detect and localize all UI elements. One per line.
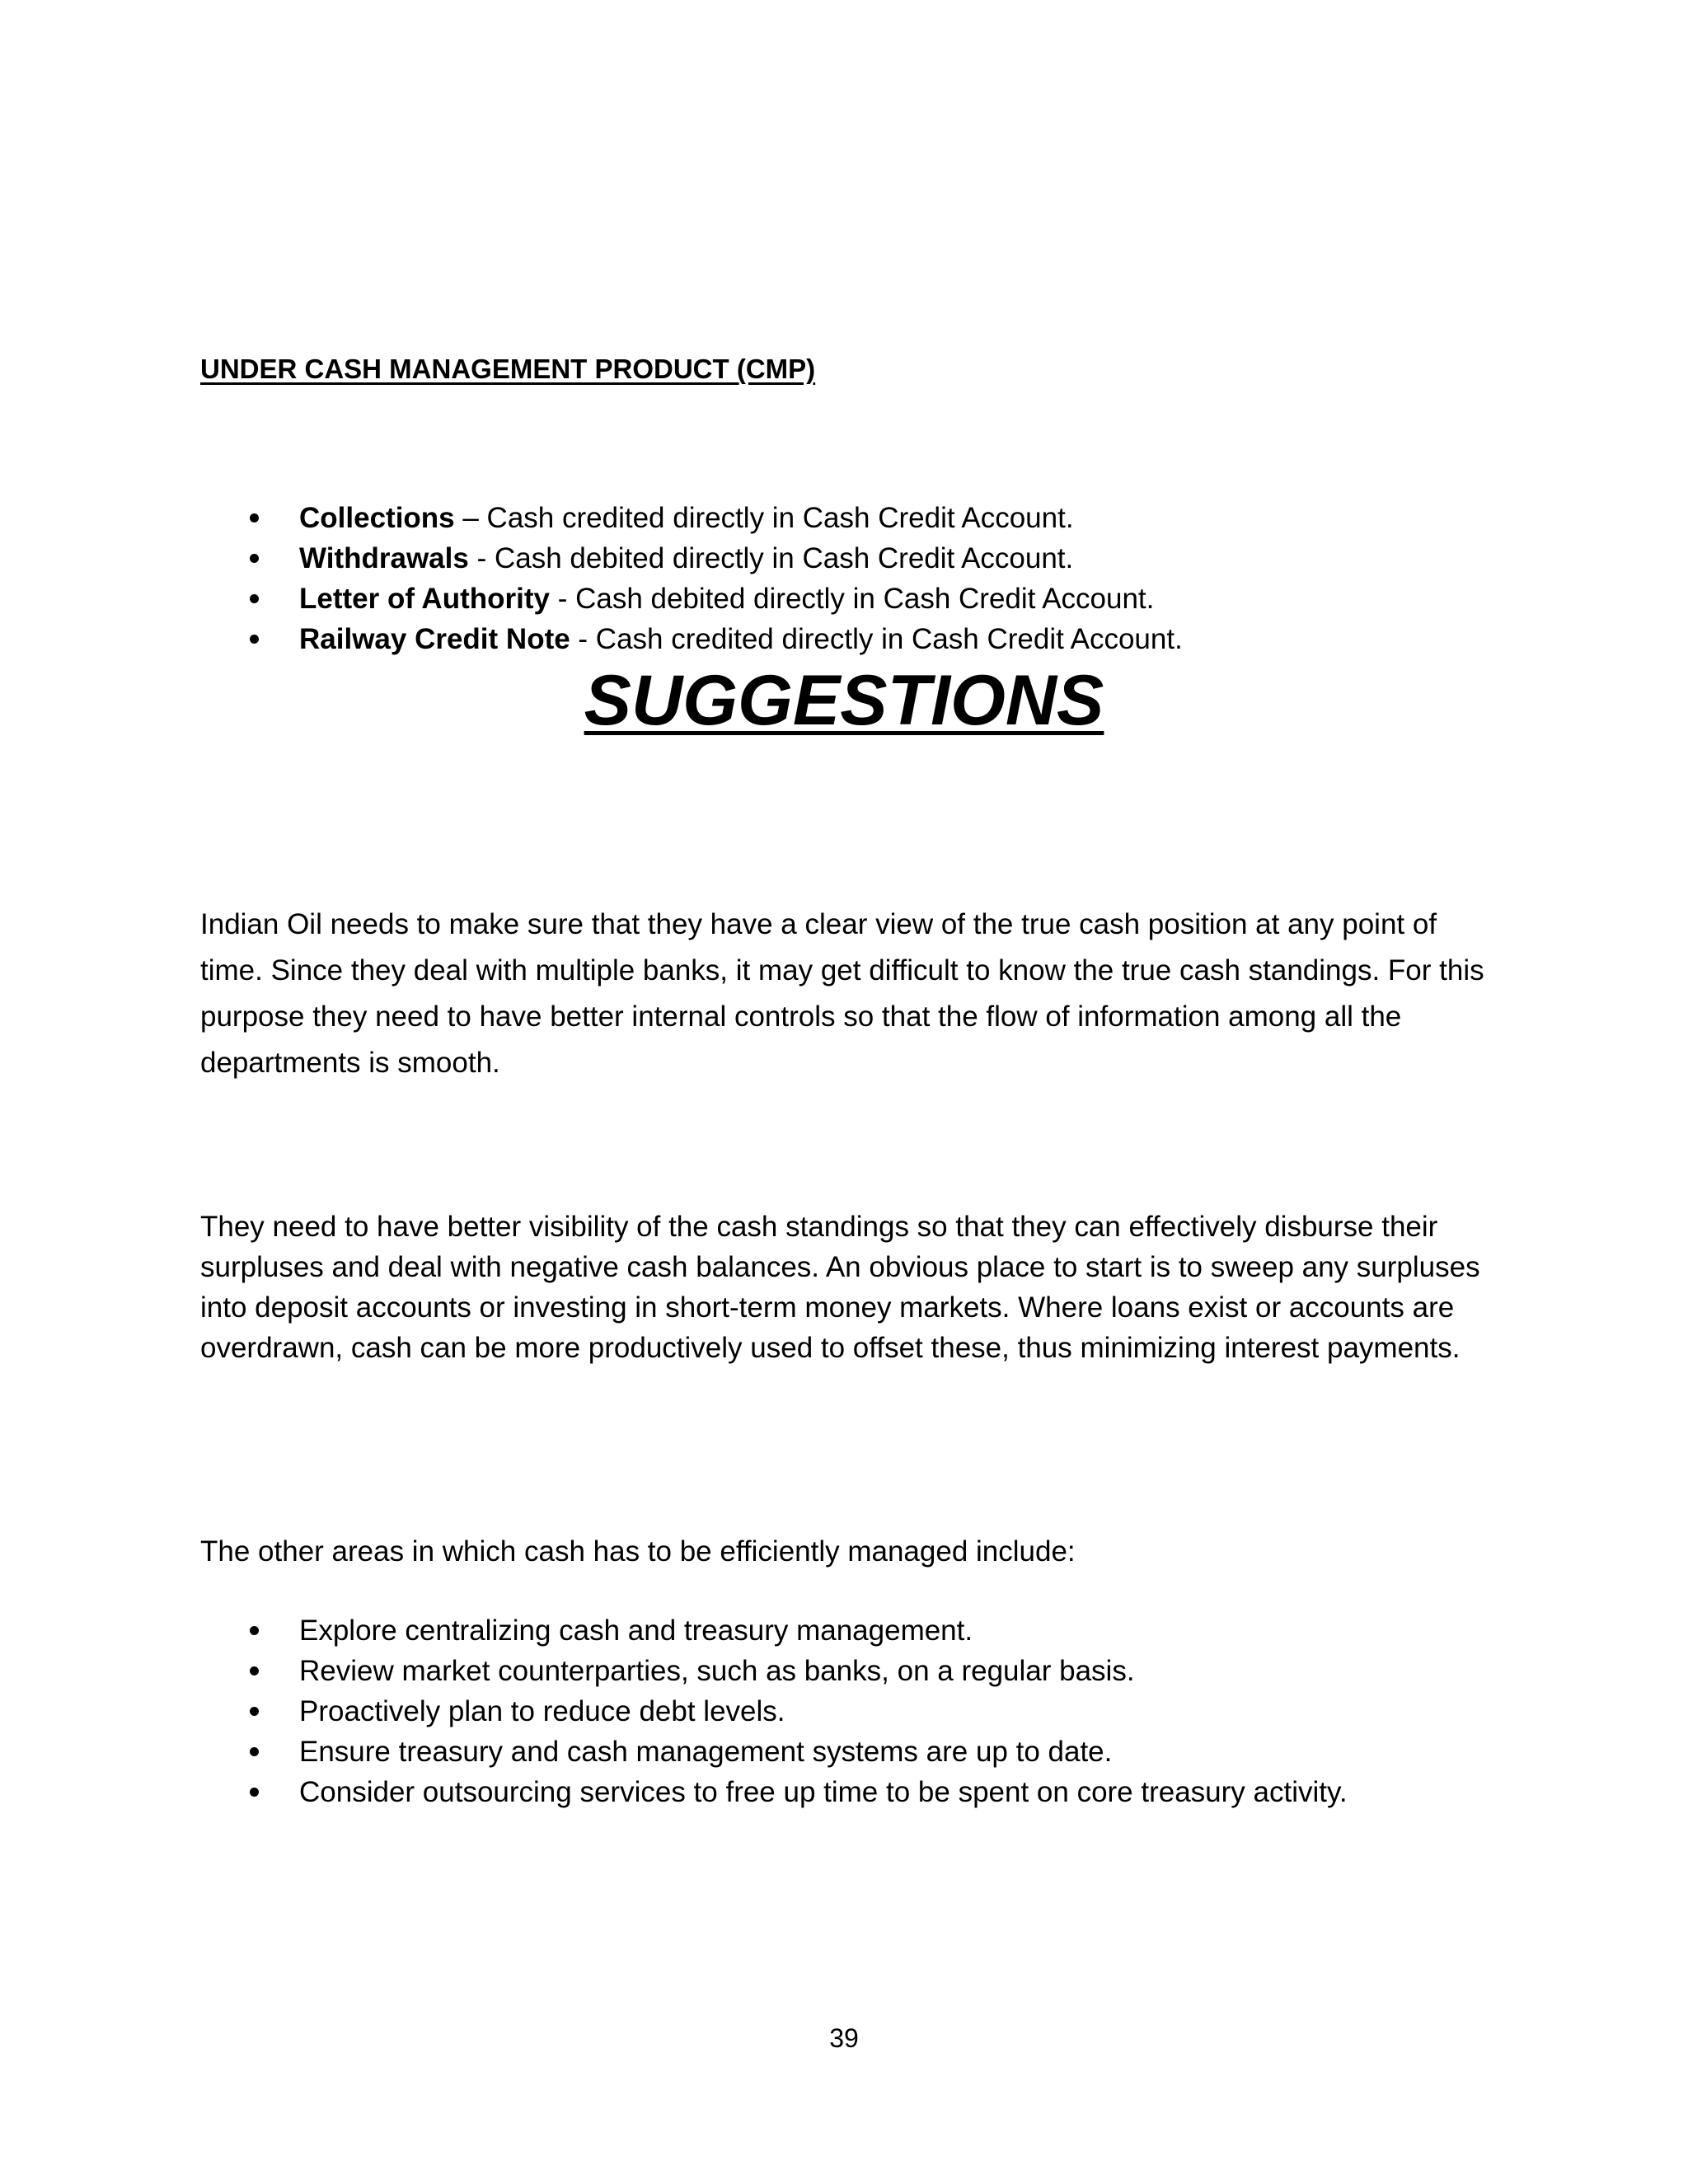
- paragraph: Indian Oil needs to make sure that they have a clear view of the true cash position at any point of time. Since they deal with multiple banks, it may get difficult to know the true cash standings. For this purpose they need to have better internal controls so that the flow of information among all the departments is smooth.: [200, 908, 1484, 1079]
- list-item-term: Railway Credit Note: [299, 623, 570, 655]
- list-item-text: Ensure treasury and cash management systems are up to date.: [299, 1736, 1113, 1768]
- section-heading: UNDER CASH MANAGEMENT PRODUCT (CMP): [200, 354, 816, 384]
- list-item-text: - Cash debited directly in Cash Credit Account.: [549, 583, 1155, 615]
- list-item-text: - Cash debited directly in Cash Credit Account.: [468, 542, 1074, 574]
- list-item-text: Consider outsourcing services to free up time to be spent on core treasury activity.: [299, 1776, 1348, 1808]
- list-item-term: Letter of Authority: [299, 583, 550, 615]
- bullet-icon: [250, 1788, 259, 1797]
- list-item: [200, 1610, 1348, 1651]
- paragraph: They need to have better visibility of the cash standings so that they can effectively disburse their surpluses and deal with negative cash balances. An obvious place to start is to sweep any surpluses into deposit accounts or investing in short-term money markets. Where loans exist or accounts are overdrawn, cash can be more productively used to offset these, thus minimizing interest payments.: [200, 1211, 1480, 1364]
- list-item-term: Collections: [299, 502, 455, 534]
- bullet-icon: [250, 1666, 259, 1675]
- list-item-text: - Cash credited directly in Cash Credit Account.: [570, 623, 1183, 655]
- list-item: [200, 1772, 1348, 1812]
- bullet-icon: [250, 1626, 259, 1635]
- list-item: [200, 1691, 1348, 1732]
- list-item-text: – Cash credited directly in Cash Credit Account.: [454, 502, 1074, 534]
- page-title: SUGGESTIONS: [584, 661, 1104, 740]
- bullet-icon: [250, 1747, 259, 1756]
- list-item-text: Proactively plan to reduce debt levels.: [299, 1695, 785, 1727]
- bullet-icon: [250, 635, 259, 644]
- list-item: [200, 1732, 1348, 1772]
- bullet-icon: [250, 1707, 259, 1716]
- list-item-text: Explore centralizing cash and treasury management.: [299, 1615, 973, 1647]
- bullet-icon: [250, 513, 259, 523]
- areas-bullet-list: [200, 1610, 1348, 1812]
- list-item-text: Review market counterparties, such as banks, on a regular basis.: [299, 1655, 1135, 1687]
- list-item: [200, 619, 1183, 659]
- list-item: [200, 579, 1183, 619]
- list-item: [200, 538, 1183, 579]
- list-item: [200, 1651, 1348, 1691]
- list-item: [200, 498, 1183, 538]
- bullet-icon: [250, 594, 259, 603]
- page-number: 39: [829, 2023, 859, 2053]
- cmp-bullet-list: [200, 498, 1183, 659]
- bullet-icon: [250, 554, 259, 563]
- paragraph: The other areas in which cash has to be efficiently managed include:: [200, 1535, 1076, 1568]
- list-item-term: Withdrawals: [299, 542, 469, 574]
